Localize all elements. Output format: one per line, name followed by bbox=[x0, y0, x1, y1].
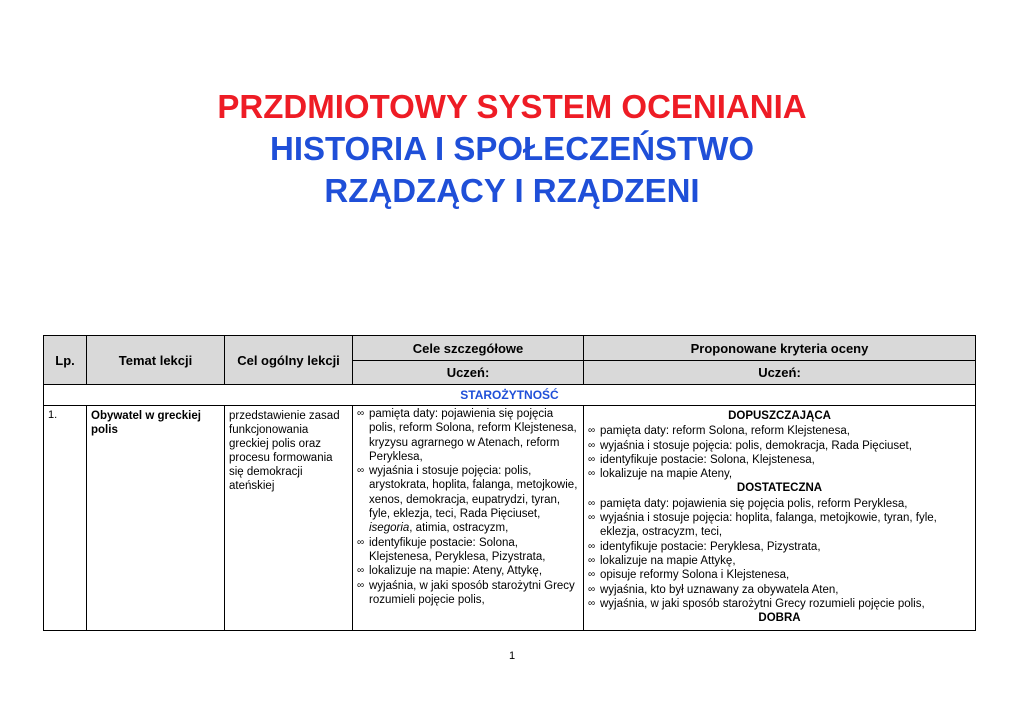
list-item-part: , atimia, ostracyzm, bbox=[409, 522, 509, 535]
list-item: ∞ identyfikuje postacie: Solona, Klejstenesa, Peryklesa, Pizystrata, bbox=[357, 536, 579, 565]
list-item: ∞ wyjaśnia, w jaki sposób starożytni Grecy rozumieli pojęcie polis, bbox=[357, 579, 579, 608]
list-item: ∞ lokalizuje na mapie: Ateny, Attykę, bbox=[357, 564, 579, 578]
lesson-general-goal: przedstawienie zasad funkcjonowania greckiej polis oraz procesu formowania się demokracji ateńskiej bbox=[225, 406, 353, 631]
criteria-cell bbox=[584, 406, 976, 631]
header-goal: Cel ogólny lekcji bbox=[225, 336, 353, 385]
era-section-row: STAROŻYTNOŚĆ bbox=[44, 385, 976, 406]
list-item: ∞ pamięta daty: pojawienia się pojęcia polis, reform Solona, reform Klejstenesa, kryzysu agrarnego w Atenach, reform Peryklesa, bbox=[357, 407, 579, 464]
detailed-goals-cell bbox=[353, 406, 584, 631]
list-item: ∞ wyjaśnia i stosuje pojęcia: polis, demokracja, Rada Pięciuset, bbox=[588, 439, 971, 453]
list-item-part: Rada Pięciuset, bbox=[459, 508, 541, 521]
section-title: RZĄDZĄCY I RZĄDZENI bbox=[324, 172, 700, 209]
header-lp: Lp. bbox=[44, 336, 87, 385]
grade-level-sufficient: DOPUSZCZAJĄCA bbox=[728, 410, 831, 422]
list-item: ∞ wyjaśnia i stosuje pojęcia: hoplita, falanga, metojkowie, tyran, fyle, eklezja, ostracyzm, teci, bbox=[588, 511, 971, 540]
header-topic: Temat lekcji bbox=[87, 336, 225, 385]
list-item: ∞ lokalizuje na mapie Attykę, bbox=[588, 554, 971, 568]
lesson-topic: Obywatel w greckiej polis bbox=[87, 406, 225, 631]
list-item: ∞ wyjaśnia, w jaki sposób starożytni Grecy rozumieli pojęcie polis, bbox=[588, 597, 971, 611]
list-item: ∞ identyfikuje postacie: Solona, Klejstenesa, bbox=[588, 453, 971, 467]
row-number: 1. bbox=[44, 406, 87, 631]
page-number: 1 bbox=[508, 650, 516, 662]
list-item: ∞ opisuje reformy Solona i Klejstenesa, bbox=[588, 568, 971, 582]
list-item: ∞ lokalizuje na mapie Ateny, bbox=[588, 467, 971, 481]
list-item: ∞ wyjaśnia i stosuje pojęcia: polis, arystokrata, hoplita, falanga, metojkowie, xenos, demokracja, eupatrydzi, tyran, fyle, eklezja, teci, Rada Pięciuset, isegoria, atimia, ostracyzm, bbox=[357, 464, 579, 535]
list-item-italic: isegoria bbox=[369, 522, 410, 535]
criteria-list-satisfactory bbox=[588, 496, 971, 611]
grade-level-good: DOBRA bbox=[758, 612, 801, 625]
list-item: ∞ pamięta daty: reform Solona, reform Klejstenesa, bbox=[588, 424, 971, 438]
detailed-goals-list bbox=[357, 406, 579, 607]
criteria-list-sufficient bbox=[588, 423, 971, 481]
grade-level-satisfactory: DOSTATECZNA bbox=[736, 482, 823, 495]
header-student-criteria: Uczeń: bbox=[584, 361, 976, 385]
list-item: ∞ wyjaśnia, kto był uznawany za obywatela Aten, bbox=[588, 583, 971, 597]
list-item: ∞ identyfikuje postacie: Peryklesa, Pizystrata, bbox=[588, 540, 971, 554]
list-item: ∞ pamięta daty: pojawienia się pojęcia polis, reform Peryklesa, bbox=[588, 497, 971, 511]
subject-title: HISTORIA I SPOŁECZEŃSTWO bbox=[269, 130, 755, 167]
grading-table bbox=[43, 335, 976, 631]
document-title: PRZDMIOTOWY SYSTEM OCENIANIA bbox=[217, 88, 807, 125]
document-title-block bbox=[0, 86, 1024, 212]
header-student-detailed: Uczeń: bbox=[353, 361, 584, 385]
header-criteria: Proponowane kryteria oceny bbox=[584, 336, 976, 361]
header-detailed-goals: Cele szczegółowe bbox=[353, 336, 584, 361]
